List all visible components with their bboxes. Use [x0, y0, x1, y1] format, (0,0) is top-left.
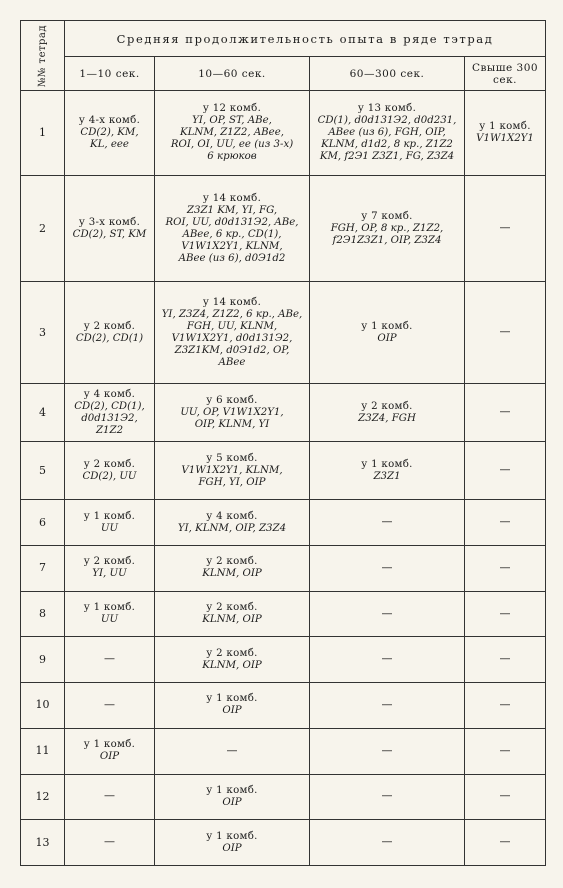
table-cell	[310, 176, 465, 282]
document-page	[20, 20, 545, 866]
row-number: 6	[21, 500, 65, 546]
combination-formula: Z3Z4, FGH	[358, 412, 416, 424]
combination-count: у 6 комб.	[206, 394, 258, 406]
combination-formula: ABee	[218, 356, 246, 368]
combination-formula: KL, eee	[90, 139, 129, 151]
empty-dash: —	[499, 560, 511, 574]
empty-dash: —	[381, 697, 393, 711]
combination-formula: CD(2), ST, KM	[72, 228, 147, 240]
combination-count: у 1 комб.	[206, 693, 258, 705]
combination-formula: f2Э1Z3Z1, OIP, Z3Z4	[332, 234, 442, 246]
combination-count: у 7 комб.	[361, 210, 413, 222]
table-row	[21, 176, 546, 282]
table-cell	[310, 591, 465, 637]
table-cell	[310, 728, 465, 774]
table-cell	[155, 500, 310, 546]
combination-count: у 2 комб.	[206, 647, 258, 659]
combination-formula: KM, f2Э1 Z3Z1, FG, Z3Z4	[319, 151, 455, 163]
combination-count: у 12 комб.	[202, 103, 262, 115]
table-cell	[65, 637, 155, 683]
table-cell	[65, 383, 155, 441]
table-body	[21, 91, 546, 866]
table-cell	[65, 728, 155, 774]
combination-formula: OIP	[222, 842, 242, 854]
empty-dash: —	[499, 463, 511, 477]
combination-count: у 2 комб.	[83, 320, 136, 332]
table-cell	[310, 545, 465, 591]
combination-formula: YI, OP, ST, ABe,	[192, 115, 272, 127]
combination-count: у 2 комб.	[206, 602, 258, 614]
combination-formula: V1W1X2Y1, d0d131Э2,	[171, 332, 293, 344]
table-row	[21, 774, 546, 820]
table-cell	[155, 383, 310, 441]
combination-formula: KLNM, Z1Z2, ABee,	[180, 127, 284, 139]
table-cell	[465, 91, 546, 176]
table-row	[21, 500, 546, 546]
table-cell	[310, 774, 465, 820]
table-cell	[65, 91, 155, 176]
table-row	[21, 683, 546, 729]
column-header-10-60: 10—60 сек.	[155, 57, 310, 91]
table-cell	[465, 774, 546, 820]
combination-formula: KLNM, OIP	[202, 568, 262, 580]
combination-formula: KLNM, OIP	[202, 614, 262, 626]
combination-count: у 4 комб.	[83, 388, 136, 400]
table-cell	[310, 820, 465, 866]
table-cell	[465, 820, 546, 866]
table-cell	[465, 683, 546, 729]
row-number: 11	[21, 728, 65, 774]
column-header-1-10: 1—10 сек.	[65, 57, 155, 91]
empty-dash: —	[104, 697, 115, 711]
table-cell	[65, 545, 155, 591]
combination-formula: V1W1X2Y1	[476, 133, 534, 145]
table-cell	[65, 500, 155, 546]
table-cell	[65, 820, 155, 866]
combination-formula: UU	[100, 522, 119, 534]
table-cell	[65, 176, 155, 282]
table-cell	[465, 637, 546, 683]
table-cell	[465, 545, 546, 591]
table-row	[21, 383, 546, 441]
combination-count: у 1 комб.	[83, 602, 136, 614]
table-cell	[65, 591, 155, 637]
combination-count: у 1 комб.	[206, 784, 258, 796]
row-number: 3	[21, 282, 65, 384]
combination-formula: ABee, 6 кр., CD(1),	[182, 228, 282, 240]
table-cell	[65, 683, 155, 729]
table-cell	[155, 591, 310, 637]
combination-formula: UU, OP, V1W1X2Y1,	[180, 406, 284, 418]
table-row	[21, 91, 546, 176]
combination-formula: FGH, YI, OIP	[198, 476, 266, 488]
table-row	[21, 545, 546, 591]
table-row	[21, 282, 546, 384]
table-cell	[310, 383, 465, 441]
table-title: Средняя продолжительность опыта в ряде тэтрад	[65, 21, 546, 57]
empty-dash: —	[381, 560, 393, 574]
table-cell	[155, 774, 310, 820]
table-cell	[65, 282, 155, 384]
combination-formula: ABee (из 6), FGH, OIP,	[328, 127, 446, 139]
combination-formula: KLNM, OIP	[202, 659, 262, 671]
table-cell	[465, 383, 546, 441]
empty-dash: —	[499, 789, 511, 803]
table-cell	[155, 282, 310, 384]
row-number: 10	[21, 683, 65, 729]
table-row	[21, 820, 546, 866]
combination-formula: V1W1X2Y1, KLNM,	[181, 464, 283, 476]
combination-formula: ROI, UU, d0d131Э2, ABe,	[165, 216, 299, 228]
combination-count: у 13 комб.	[357, 103, 417, 115]
row-number: 7	[21, 545, 65, 591]
empty-dash: —	[499, 652, 511, 666]
combination-formula: CD(2), UU	[82, 470, 137, 482]
table-cell	[155, 176, 310, 282]
table-cell	[465, 176, 546, 282]
table-cell	[310, 442, 465, 500]
row-number: 1	[21, 91, 65, 176]
row-number: 4	[21, 383, 65, 441]
combination-count: у 2 комб.	[83, 556, 136, 568]
combination-formula: YI, UU	[92, 568, 127, 580]
number-column-header	[21, 21, 65, 91]
empty-dash: —	[104, 652, 115, 666]
table-cell	[155, 91, 310, 176]
table-cell	[155, 545, 310, 591]
table-cell	[310, 683, 465, 729]
combination-formula: ABee (из 6), d0Э1d2	[178, 252, 286, 264]
table-row	[21, 591, 546, 637]
row-number: 13	[21, 820, 65, 866]
row-number: 12	[21, 774, 65, 820]
combination-formula: ROI, OI, UU, ee (из 3-х)	[170, 139, 294, 151]
combination-formula: Z3Z1 KM, YI, FG,	[186, 204, 278, 216]
combination-formula: Z3Z1KM, d0Э1d2, OP,	[174, 344, 290, 356]
table-cell	[465, 500, 546, 546]
table-cell	[465, 282, 546, 384]
empty-dash: —	[499, 743, 511, 757]
empty-dash: —	[381, 515, 393, 529]
table-cell	[465, 442, 546, 500]
combination-count: у 14 комб.	[202, 296, 262, 308]
combination-formula: FGH, UU, KLNM,	[186, 320, 278, 332]
combination-count: у 1 комб.	[361, 320, 413, 332]
combination-formula: KLNM, d1d2, 8 кр., Z1Z2	[321, 139, 453, 151]
table-cell	[155, 728, 310, 774]
combination-count: у 1 комб.	[83, 510, 136, 522]
table-row	[21, 728, 546, 774]
empty-dash: —	[499, 325, 511, 339]
empty-dash: —	[499, 835, 511, 849]
combination-formula: d0d131Э2, Z1Z2	[81, 412, 138, 436]
combination-formula: YI, KLNM, OIP, Z3Z4	[177, 522, 287, 534]
empty-dash: —	[499, 405, 511, 419]
duration-table	[20, 20, 546, 866]
combination-formula: 6 крюков	[207, 151, 257, 163]
combination-formula: FGH, OP, 8 кр., Z1Z2,	[330, 222, 444, 234]
combination-count: у 5 комб.	[206, 452, 258, 464]
empty-dash: —	[499, 515, 511, 529]
combination-count: у 4-х комб.	[78, 115, 141, 127]
combination-count: у 4 комб.	[206, 510, 258, 522]
combination-formula: YI, Z3Z4, Z1Z2, 6 кр., ABe,	[161, 308, 303, 320]
combination-count: у 2 комб.	[361, 400, 413, 412]
table-cell	[155, 820, 310, 866]
combination-formula: CD(1), d0d131Э2, d0d231,	[317, 115, 457, 127]
column-header-60-300: 60—300 сек.	[310, 57, 465, 91]
table-cell	[65, 774, 155, 820]
empty-dash: —	[499, 221, 511, 235]
combination-formula: CD(2), CD(1)	[75, 332, 144, 344]
combination-formula: CD(2), KM,	[80, 127, 139, 139]
combination-formula: OIP	[99, 751, 120, 763]
combination-formula: OIP	[222, 705, 242, 717]
combination-count: у 1 комб.	[361, 458, 413, 470]
table-cell	[155, 442, 310, 500]
empty-dash: —	[499, 697, 511, 711]
table-cell	[465, 728, 546, 774]
combination-formula: UU	[100, 614, 119, 626]
table-cell	[65, 442, 155, 500]
empty-dash: —	[381, 652, 393, 666]
empty-dash: —	[226, 743, 238, 757]
combination-count: у 1 комб.	[83, 739, 136, 751]
combination-formula: OIP, KLNM, YI	[194, 418, 270, 430]
empty-dash: —	[104, 789, 115, 803]
combination-formula: Z3Z1	[373, 470, 401, 482]
column-header-over-300: Свыше 300 сек.	[465, 57, 546, 91]
table-cell	[155, 637, 310, 683]
combination-formula: V1W1X2Y1, KLNM,	[181, 240, 283, 252]
combination-count: у 3-х комб.	[78, 216, 141, 228]
table-cell	[310, 500, 465, 546]
table-row	[21, 442, 546, 500]
empty-dash: —	[381, 606, 393, 620]
empty-dash: —	[381, 743, 393, 757]
combination-count: у 1 комб.	[479, 121, 531, 133]
combination-count: у 2 комб.	[206, 556, 258, 568]
table-row	[21, 637, 546, 683]
table-cell	[310, 91, 465, 176]
row-number: 5	[21, 442, 65, 500]
combination-formula: OIP	[222, 796, 242, 808]
combination-count: у 14 комб.	[202, 192, 262, 204]
table-cell	[310, 282, 465, 384]
combination-formula: CD(2), CD(1),	[74, 400, 145, 412]
empty-dash: —	[381, 789, 393, 803]
table-cell	[155, 683, 310, 729]
combination-count: у 1 комб.	[206, 830, 258, 842]
number-column-label: №№ тетрад	[36, 24, 48, 87]
combination-formula: OIP	[377, 332, 397, 344]
row-number: 9	[21, 637, 65, 683]
row-number: 8	[21, 591, 65, 637]
empty-dash: —	[381, 835, 393, 849]
empty-dash: —	[499, 606, 511, 620]
row-number: 2	[21, 176, 65, 282]
table-cell	[465, 591, 546, 637]
table-cell	[310, 637, 465, 683]
empty-dash: —	[104, 835, 115, 849]
combination-count: у 2 комб.	[83, 458, 136, 470]
